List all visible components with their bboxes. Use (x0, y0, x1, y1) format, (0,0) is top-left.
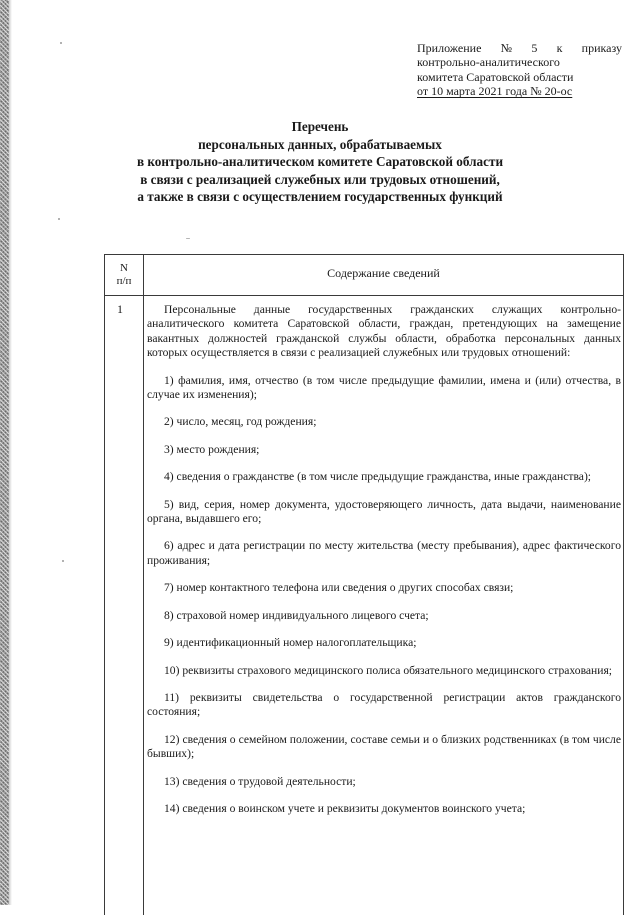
header-number-label: N (120, 262, 128, 274)
personal-data-table (104, 254, 624, 915)
appendix-word: Приложение (417, 41, 482, 55)
appendix-word: приказу (581, 41, 622, 55)
list-item: 3) место рождения; (164, 442, 260, 456)
list-item: 9) идентификационный номер налогоплательщика; (164, 636, 417, 650)
appendix-line-1 (417, 41, 622, 55)
scan-speck (186, 238, 190, 239)
scan-edge-shadow (9, 0, 12, 905)
list-item: 14) сведения о воинском учете и реквизиты документов воинского учета; (164, 801, 526, 815)
appendix-block (417, 41, 622, 99)
scan-edge (0, 0, 9, 905)
header-number-sublabel: п/п (116, 274, 132, 287)
title-line: а также в связи с осуществлением государственных функций (137, 189, 503, 205)
appendix-word: 5 (531, 41, 538, 55)
scan-speck (58, 218, 60, 220)
appendix-word: к (556, 41, 563, 55)
column-divider (143, 255, 144, 915)
header-content-cell: Содержание сведений (327, 266, 440, 280)
appendix-word: № (500, 41, 513, 55)
row-content (147, 303, 621, 829)
scan-speck (60, 42, 62, 44)
list-item: 2) число, месяц, год рождения; (164, 415, 317, 429)
list-item: 13) сведения о трудовой деятельности; (164, 774, 356, 788)
title-line: Перечень (291, 119, 349, 134)
header-number-cell (105, 262, 143, 287)
list-item: 11) реквизиты свидетельства о государственной регистрации актов гражданского состояния; (147, 690, 621, 719)
list-item: 6) адрес и дата регистрации по месту жительства (месту пребывания), адрес фактического проживания; (147, 539, 621, 567)
appendix-order-date: от 10 марта 2021 года № 20-ос (417, 84, 573, 99)
row-intro: Персональные данные государственных гражданских служащих контрольно-аналитического комитета Саратовской области, граждан, претендующих на замещение вакантных должностей гражданской службы области, обработка персональных данных которых осуществляется в связи с реализацией служебных или трудовых отношений: (147, 303, 621, 360)
header-divider (105, 295, 623, 296)
scan-speck (62, 560, 64, 562)
title-line: в контрольно-аналитическом комитете Саратовской области (136, 154, 504, 170)
title-line: персональных данных, обрабатываемых (198, 136, 442, 152)
list-item: 7) номер контактного телефона или сведения о других способах связи; (164, 581, 514, 595)
list-item: 10) реквизиты страхового медицинского полиса обязательного медицинского страхования; (164, 663, 612, 677)
row-number: 1 (117, 302, 123, 316)
list-item: 5) вид, серия, номер документа, удостоверяющего личность, дата выдачи, наименование органа, выдавшего его; (147, 497, 621, 526)
appendix-line-2: контрольно-аналитического (417, 55, 560, 70)
appendix-line-3: комитета Саратовской области (417, 69, 574, 84)
list-item: 1) фамилия, имя, отчество (в том числе предыдущие фамилии, имена и (или) отчества, в случае их изменения); (147, 373, 621, 402)
document-title (120, 118, 520, 206)
list-item: 8) страховой номер индивидуального лицевого счета; (164, 608, 429, 622)
list-item: 4) сведения о гражданстве (в том числе предыдущие гражданства, иные гражданства); (164, 470, 592, 484)
list-item: 12) сведения о семейном положении, составе семьи и о близких родственниках (в том числе бывших); (147, 732, 621, 761)
title-line: в связи с реализацией служебных или трудовых отношений, (140, 171, 500, 187)
